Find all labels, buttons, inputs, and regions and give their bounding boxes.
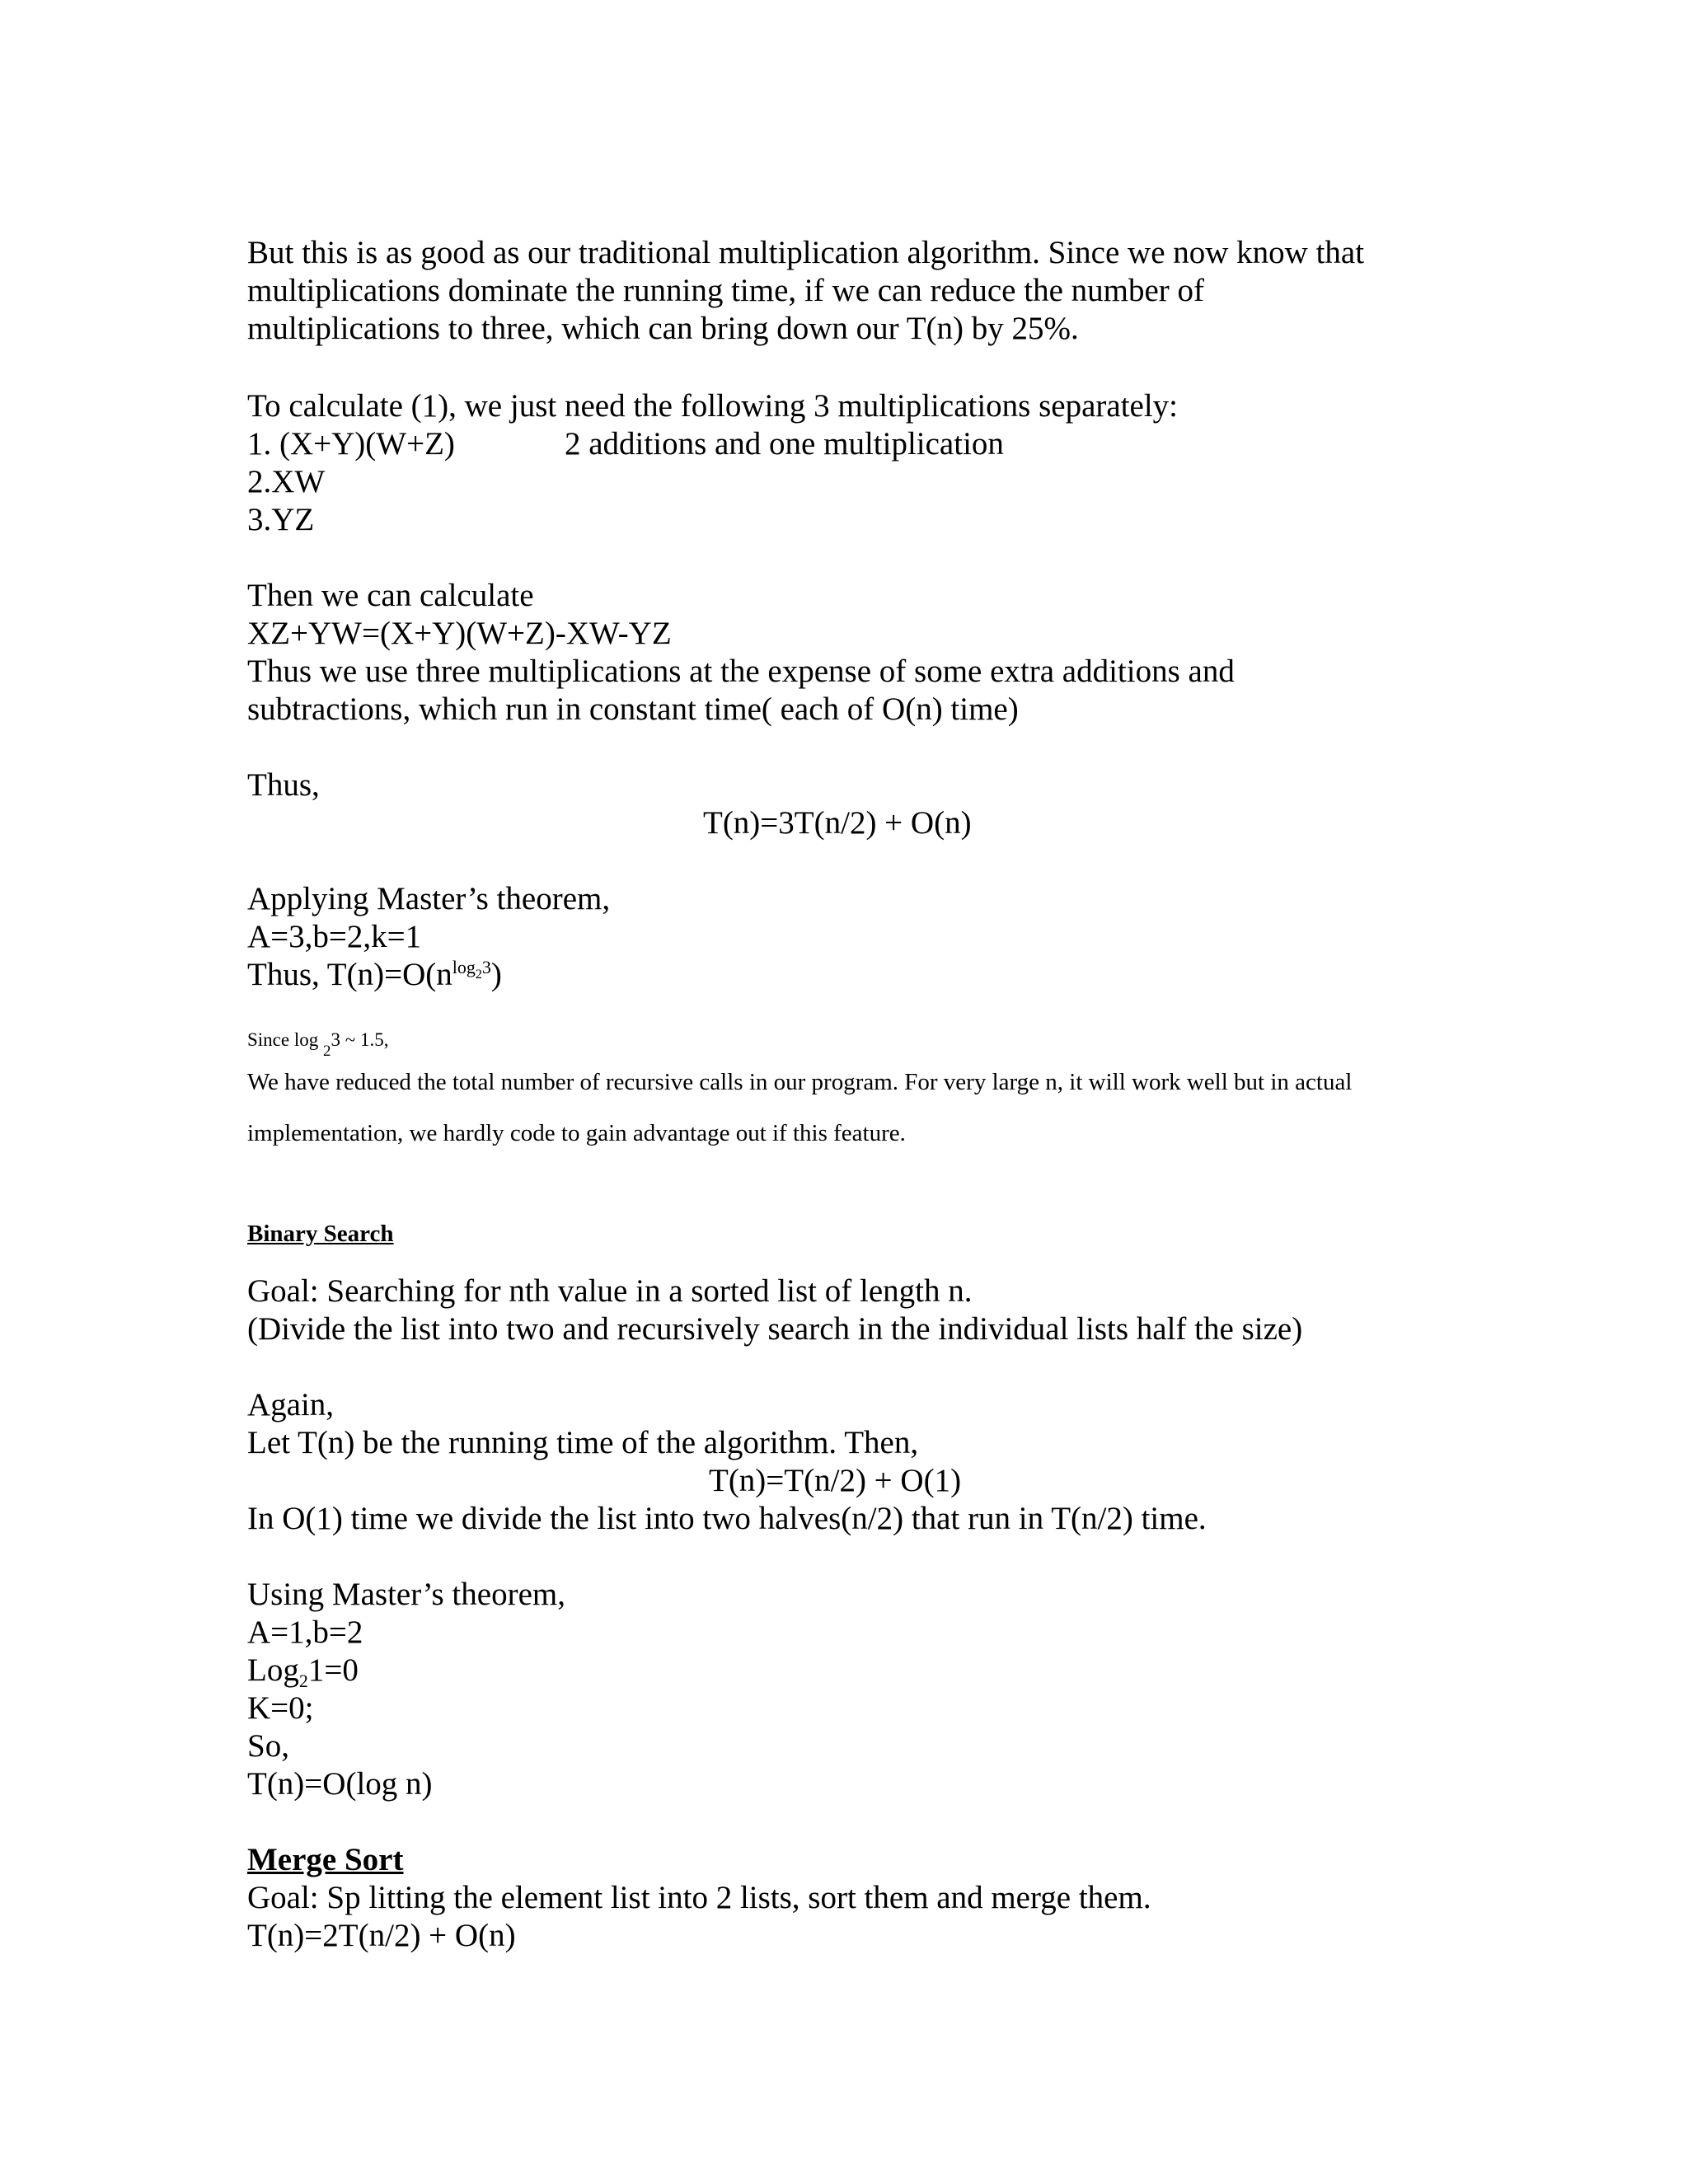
section-heading-binary-search: Binary Search xyxy=(247,1221,394,1247)
paragraph-line: Applying Master’s theorem, xyxy=(247,881,611,916)
since-note: Since log $_2$3 ~ 1.5, xyxy=(247,1029,389,1060)
paragraph-line: Then we can calculate xyxy=(247,578,534,613)
paragraph-line: Again, xyxy=(247,1387,335,1422)
calc-intro: To calculate (1), we just need the following 3 multiplications separately: xyxy=(247,388,1179,424)
paragraph-line: Thus we use three multiplications at the expense of some extra additions and xyxy=(247,654,1235,689)
paragraph-line: subtractions, which run in constant time( each of O(n) time) xyxy=(247,691,1019,727)
recurrence-equation: T(n)=2T(n/2) + O(n) xyxy=(247,1918,516,1953)
paragraph-line: Goal: Searching for nth value in a sorted list of length n. xyxy=(247,1273,973,1309)
calc-item-3: 3.YZ xyxy=(247,502,315,537)
paragraph-line: In O(1) time we divide the list into two halves(n/2) that run in T(n/2) time. xyxy=(247,1501,1207,1536)
paragraph-line: A=1,b=2 xyxy=(247,1615,363,1650)
paragraph-line: So, xyxy=(247,1728,289,1764)
complexity-result: Thus, $T(n)=O(n^{log_23})$ xyxy=(247,957,502,992)
paragraph-line: A=3,b=2,k=1 xyxy=(247,919,422,954)
recurrence-equation: T(n)=T(n/2) + O(1) xyxy=(709,1463,962,1498)
paragraph-line: multiplications dominate the running time, if we can reduce the number of xyxy=(247,273,1204,308)
paragraph-line: Let T(n) be the running time of the algorithm. Then, xyxy=(247,1425,919,1460)
thus-label: Thus, xyxy=(247,767,320,803)
section-heading-merge-sort: Merge Sort xyxy=(247,1842,404,1877)
complexity-result: T(n)=O(log n) xyxy=(247,1766,433,1802)
paragraph-line: Using Master’s theorem, xyxy=(247,1577,565,1612)
paragraph-line-small: We have reduced the total number of recursive calls in our program. For very large n, it will work well but in actual xyxy=(247,1069,1353,1095)
paragraph-line-small: implementation, we hardly code to gain advantage out if this feature. xyxy=(247,1120,906,1146)
equation-line: XZ+YW=(X+Y)(W+Z)-XW-YZ xyxy=(247,616,672,651)
paragraph-line: But this is as good as our traditional multiplication algorithm. Since we now know that xyxy=(247,235,1365,270)
paragraph-line: Goal: Sp litting the element list into 2 lists, sort them and merge them. xyxy=(247,1880,1151,1915)
calc-item-2: 2.XW xyxy=(247,464,326,499)
recurrence-equation: T(n)=3T(n/2) + O(n) xyxy=(703,805,972,841)
calc-item-1: 1. (X+Y)(W+Z) xyxy=(247,426,455,462)
paragraph-line: K=0; xyxy=(247,1690,314,1726)
paragraph-line: multiplications to three, which can bring down our T(n) by 25%. xyxy=(247,311,1079,346)
calc-item-1-note: 2 additions and one multiplication xyxy=(565,426,1004,462)
paragraph-line: (Divide the list into two and recursively search in the individual lists half the size) xyxy=(247,1311,1303,1347)
log-line: Log$_2$1=0 xyxy=(247,1652,359,1691)
